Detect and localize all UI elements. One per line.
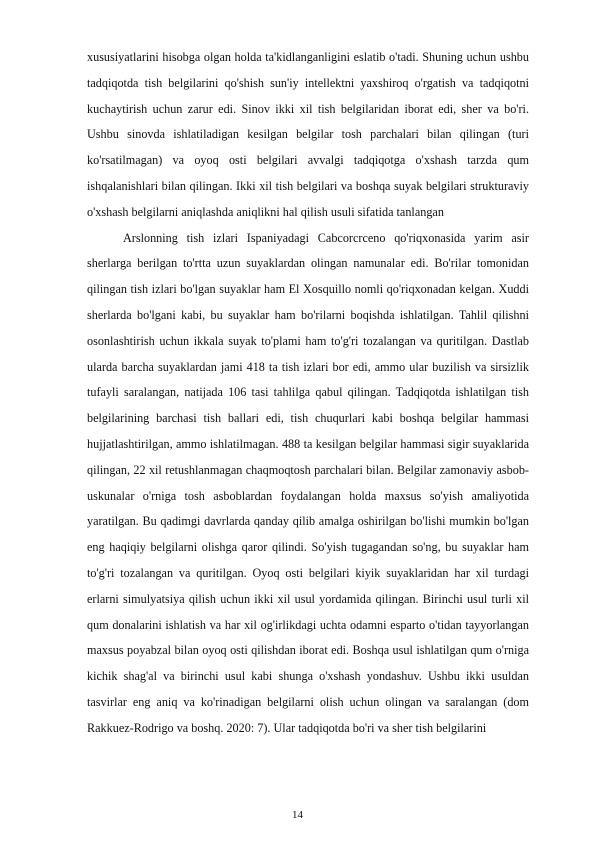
page-number: 14 [292, 809, 303, 821]
paragraph-lion-tooth-marks: Arslonning tish izlari Ispaniyadagi Cabcorcrceno qo'riqxonasida yarim asir sherlarga berilgan to'rtta uzun suyaklardan olingan namunalar edi. Bo'rilar tomonidan qilingan tish izlari bo'lgan suyaklar ham El Xosquillo nomli qo'riqxonadan kelgan. Xuddi sherlarda bo'lgani kabi, bu suyaklar ham bo'rilarni boqishda ishlatilgan. Tahlil qilishni osonlashtirish uchun ikkala suyak to'plami ham to'g'ri tozalangan va quritilgan. Dastlab ularda barcha suyaklardan jami 418 ta tish izlari bor edi, ammo ular buzilish va sirsizlik tufayli saralangan, natijada 106 tasi tahlilga qabul qilingan. Tadqiqotda ishlatilgan tish belgilarining barchasi tish ballari edi, tish chuqurlari kabi boshqa belgilar hammasi hujjatlashtirilgan, ammo ishlatilmagan. 488 ta kesilgan belgilar hammasi sigir suyaklarida qilingan, 22 xil retushlanmagan chaqmoqtosh parchalari bilan. Belgilar zamonaviy asbob-uskunalar o'rniga tosh asboblardan foydalangan holda maxsus so'yish amaliyotida yaratilgan. Bu qadimgi davrlarda qanday qilib amalga oshirilgan bo'lishi mumkin bo'lgan eng haqiqiy belgilarni olishga qaror qilindi. So'yish tugagandan so'ng, bu suyaklar ham to'g'ri tozalangan va quritilgan. Oyoq osti belgilari kiyik suyaklaridan har xil turdagi erlarni simulyatsiya qilish uchun ikki xil usul yordamida qilingan. Birinchi usul turli xil qum donalarini ishlatish va har xil og'irlikdagi uchta odamni esparto o'tidan tayyorlangan maxsus poyabzal bilan oyoq osti qilishdan iborat edi. Boshqa usul ishlatilgan qum o'rniga kichik shag'al va birinchi usul kabi shunga o'xshash yondashuv. Ushbu ikki usuldan tasvirlar eng aniq va ko'rinadigan belgilarni olish uchun olingan va saralangan (dom Rakkuez-Rodrigo va boshq. 2020: 7). Ular tadqiqotda bo'ri va sher tish belgilarini [87, 230, 529, 735]
paragraph-continued: xususiyatlarini hisobga olgan holda ta'kidlanganligini eslatib o'tadi. Shuning uchun ushbu tadqiqotda tish belgilarini qo'shish sun'iy intellektni yaxshiroq o'rgatish va tadqiqotni kuchaytirish uchun zarur edi. Sinov ikki xil tish belgilaridan iborat edi, sher va bo'ri. Ushbu sinovda ishlatiladigan kesilgan belgilar tosh parchalari bilan qilingan (turi ko'rsatilmagan) va oyoq osti belgilari avvalgi tadqiqotga o'xshash tarzda qum ishqalanishlari bilan qilingan. Ikki xil tish belgilari va boshqa suyak belgilari strukturaviy o'xshash belgilarni aniqlashda aniqlikni hal qilish usuli sifatida tanlangan [87, 50, 529, 219]
document-page [87, 45, 529, 742]
